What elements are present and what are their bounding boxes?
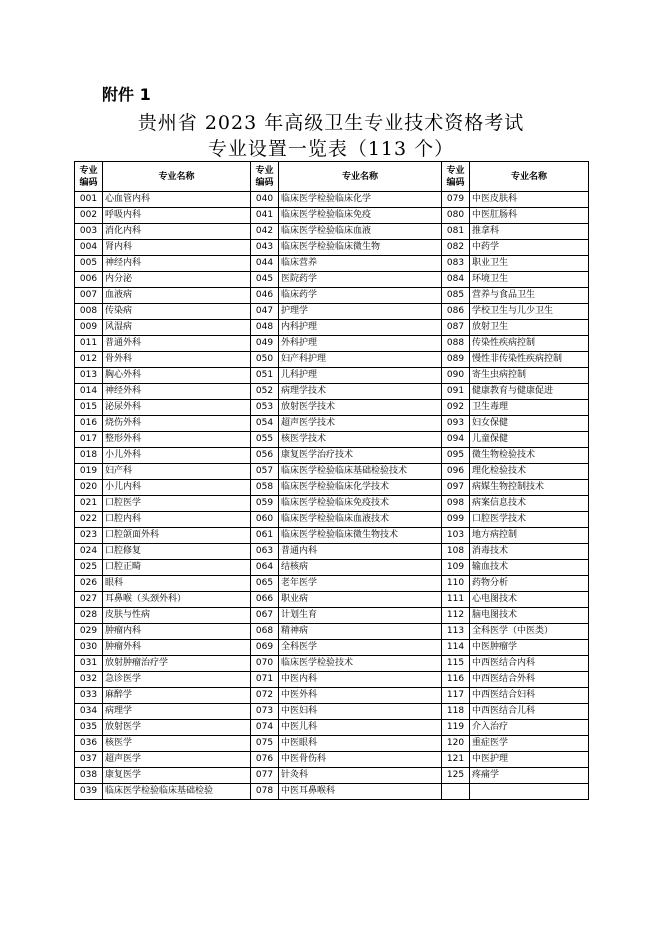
specialty-name: 中医眼科 xyxy=(279,736,442,752)
header-code: 专业 编码 xyxy=(251,162,279,192)
specialty-name: 营养与食品卫生 xyxy=(470,288,589,304)
specialty-name: 肾内科 xyxy=(103,240,251,256)
specialty-name: 计划生育 xyxy=(279,608,442,624)
table-row xyxy=(75,320,589,336)
specialty-name: 临床医学检验临床基础检验 xyxy=(103,784,251,800)
specialty-code: 044 xyxy=(251,256,279,272)
specialty-name: 老年医学 xyxy=(279,576,442,592)
table-row xyxy=(75,400,589,416)
table-header-row xyxy=(75,162,589,192)
specialty-name: 职业卫生 xyxy=(470,256,589,272)
specialty-code: 015 xyxy=(75,400,103,416)
specialty-name: 寄生虫病控制 xyxy=(470,368,589,384)
specialty-name: 眼科 xyxy=(103,576,251,592)
specialty-name: 病媒生物控制技术 xyxy=(470,480,589,496)
specialty-name: 输血技术 xyxy=(470,560,589,576)
specialty-code: 048 xyxy=(251,320,279,336)
table-row xyxy=(75,592,589,608)
specialty-name: 心电图技术 xyxy=(470,592,589,608)
specialty-code: 017 xyxy=(75,432,103,448)
specialty-code: 066 xyxy=(251,592,279,608)
table-row xyxy=(75,192,589,208)
specialty-code: 080 xyxy=(442,208,470,224)
specialty-code: 116 xyxy=(442,672,470,688)
table-row xyxy=(75,288,589,304)
table-row xyxy=(75,752,589,768)
table-row xyxy=(75,432,589,448)
specialty-name: 妇女保健 xyxy=(470,416,589,432)
specialty-name: 内分泌 xyxy=(103,272,251,288)
attachment-label: 附件 1 xyxy=(102,85,151,104)
specialty-code: 097 xyxy=(442,480,470,496)
document-title-line1: 贵州省 2023 年高级卫生专业技术资格考试 xyxy=(137,112,525,134)
specialty-name: 口腔修复 xyxy=(103,544,251,560)
specialty-name: 胸心外科 xyxy=(103,368,251,384)
specialty-code: 047 xyxy=(251,304,279,320)
specialty-name: 中西医结合妇科 xyxy=(470,688,589,704)
specialty-code: 094 xyxy=(442,432,470,448)
specialty-name: 中医肿瘤学 xyxy=(470,640,589,656)
specialty-code: 036 xyxy=(75,736,103,752)
specialty-code: 012 xyxy=(75,352,103,368)
specialty-code: 078 xyxy=(251,784,279,800)
specialty-code: 069 xyxy=(251,640,279,656)
specialty-code: 063 xyxy=(251,544,279,560)
specialty-code: 084 xyxy=(442,272,470,288)
table-row xyxy=(75,768,589,784)
specialty-name: 临床医学检验临床化学 xyxy=(279,192,442,208)
table-row xyxy=(75,384,589,400)
specialty-name: 临床医学检验临床免疫技术 xyxy=(279,496,442,512)
table-row xyxy=(75,608,589,624)
specialty-code: 087 xyxy=(442,320,470,336)
specialty-name: 小儿外科 xyxy=(103,448,251,464)
table-row xyxy=(75,528,589,544)
specialty-name: 超声医学 xyxy=(103,752,251,768)
specialty-name: 放射医学技术 xyxy=(279,400,442,416)
specialty-name: 内科护理 xyxy=(279,320,442,336)
header-name: 专业名称 xyxy=(103,162,251,192)
specialty-name: 烧伤外科 xyxy=(103,416,251,432)
specialty-table xyxy=(74,161,589,800)
specialty-name: 中医儿科 xyxy=(279,720,442,736)
table-row xyxy=(75,480,589,496)
specialty-name: 推拿科 xyxy=(470,224,589,240)
specialty-code: 083 xyxy=(442,256,470,272)
specialty-name: 核医学技术 xyxy=(279,432,442,448)
specialty-code: 058 xyxy=(251,480,279,496)
specialty-code: 082 xyxy=(442,240,470,256)
specialty-name: 皮肤与性病 xyxy=(103,608,251,624)
specialty-code: 074 xyxy=(251,720,279,736)
specialty-code: 112 xyxy=(442,608,470,624)
specialty-code: 072 xyxy=(251,688,279,704)
specialty-code: 079 xyxy=(442,192,470,208)
specialty-code: 096 xyxy=(442,464,470,480)
table-row xyxy=(75,640,589,656)
specialty-code: 006 xyxy=(75,272,103,288)
specialty-code: 013 xyxy=(75,368,103,384)
specialty-name: 急诊医学 xyxy=(103,672,251,688)
document-title-line2: 专业设置一览表（113 个） xyxy=(207,138,455,160)
specialty-code xyxy=(442,784,470,800)
specialty-code: 089 xyxy=(442,352,470,368)
specialty-code: 119 xyxy=(442,720,470,736)
specialty-name: 精神病 xyxy=(279,624,442,640)
specialty-code: 037 xyxy=(75,752,103,768)
specialty-name: 全科医学 xyxy=(279,640,442,656)
header-name: 专业名称 xyxy=(279,162,442,192)
specialty-code: 077 xyxy=(251,768,279,784)
table-row xyxy=(75,304,589,320)
table-row xyxy=(75,656,589,672)
specialty-code: 061 xyxy=(251,528,279,544)
specialty-name: 重症医学 xyxy=(470,736,589,752)
specialty-code: 095 xyxy=(442,448,470,464)
specialty-name: 风湿病 xyxy=(103,320,251,336)
specialty-name: 中医内科 xyxy=(279,672,442,688)
specialty-name: 微生物检验技术 xyxy=(470,448,589,464)
specialty-code: 050 xyxy=(251,352,279,368)
specialty-name: 学校卫生与儿少卫生 xyxy=(470,304,589,320)
table-row xyxy=(75,704,589,720)
specialty-name: 口腔颌面外科 xyxy=(103,528,251,544)
table-row xyxy=(75,688,589,704)
specialty-code: 068 xyxy=(251,624,279,640)
specialty-name: 药物分析 xyxy=(470,576,589,592)
specialty-code: 098 xyxy=(442,496,470,512)
specialty-code: 056 xyxy=(251,448,279,464)
specialty-name: 临床医学检验临床基础检验技术 xyxy=(279,464,442,480)
specialty-name: 中医皮肤科 xyxy=(470,192,589,208)
specialty-name: 超声医学技术 xyxy=(279,416,442,432)
specialty-code: 120 xyxy=(442,736,470,752)
specialty-code: 065 xyxy=(251,576,279,592)
specialty-code: 043 xyxy=(251,240,279,256)
specialty-code: 118 xyxy=(442,704,470,720)
header-code: 专业 编码 xyxy=(442,162,470,192)
specialty-name: 介入治疗 xyxy=(470,720,589,736)
specialty-code: 110 xyxy=(442,576,470,592)
specialty-code: 067 xyxy=(251,608,279,624)
header-code: 专业 编码 xyxy=(75,162,103,192)
specialty-code: 023 xyxy=(75,528,103,544)
specialty-code: 055 xyxy=(251,432,279,448)
specialty-name: 病理学技术 xyxy=(279,384,442,400)
specialty-name: 神经外科 xyxy=(103,384,251,400)
specialty-code: 076 xyxy=(251,752,279,768)
specialty-code: 070 xyxy=(251,656,279,672)
table-row xyxy=(75,544,589,560)
specialty-name: 妇产科护理 xyxy=(279,352,442,368)
specialty-code: 003 xyxy=(75,224,103,240)
specialty-code: 014 xyxy=(75,384,103,400)
specialty-code: 026 xyxy=(75,576,103,592)
specialty-code: 121 xyxy=(442,752,470,768)
specialty-code: 115 xyxy=(442,656,470,672)
table-row xyxy=(75,720,589,736)
specialty-name: 口腔医学技术 xyxy=(470,512,589,528)
table-row xyxy=(75,352,589,368)
specialty-name: 疼痛学 xyxy=(470,768,589,784)
specialty-name: 口腔正畸 xyxy=(103,560,251,576)
table-row xyxy=(75,736,589,752)
table-row xyxy=(75,576,589,592)
specialty-name: 临床医学检验临床微生物技术 xyxy=(279,528,442,544)
specialty-code: 054 xyxy=(251,416,279,432)
specialty-code: 117 xyxy=(442,688,470,704)
specialty-name: 传染病 xyxy=(103,304,251,320)
specialty-name: 临床医学检验临床化学技术 xyxy=(279,480,442,496)
specialty-name: 小儿内科 xyxy=(103,480,251,496)
specialty-code: 007 xyxy=(75,288,103,304)
table-row xyxy=(75,624,589,640)
specialty-name: 中医外科 xyxy=(279,688,442,704)
table-row xyxy=(75,336,589,352)
specialty-name: 职业病 xyxy=(279,592,442,608)
specialty-code: 030 xyxy=(75,640,103,656)
specialty-code: 052 xyxy=(251,384,279,400)
specialty-name: 全科医学（中医类） xyxy=(470,624,589,640)
specialty-name: 口腔医学 xyxy=(103,496,251,512)
specialty-code: 086 xyxy=(442,304,470,320)
specialty-code: 088 xyxy=(442,336,470,352)
specialty-name: 整形外科 xyxy=(103,432,251,448)
specialty-name: 中西医结合内科 xyxy=(470,656,589,672)
specialty-name: 口腔内科 xyxy=(103,512,251,528)
specialty-code: 040 xyxy=(251,192,279,208)
specialty-code: 024 xyxy=(75,544,103,560)
specialty-code: 041 xyxy=(251,208,279,224)
specialty-code: 059 xyxy=(251,496,279,512)
specialty-code: 028 xyxy=(75,608,103,624)
table-row xyxy=(75,224,589,240)
specialty-name: 临床医学检验技术 xyxy=(279,656,442,672)
specialty-code: 019 xyxy=(75,464,103,480)
specialty-code: 001 xyxy=(75,192,103,208)
specialty-code: 053 xyxy=(251,400,279,416)
specialty-name: 放射肿瘤治疗学 xyxy=(103,656,251,672)
table-row xyxy=(75,208,589,224)
specialty-name: 中西医结合儿科 xyxy=(470,704,589,720)
table-row xyxy=(75,672,589,688)
specialty-code: 081 xyxy=(442,224,470,240)
specialty-name: 针灸科 xyxy=(279,768,442,784)
specialty-code: 005 xyxy=(75,256,103,272)
specialty-code: 025 xyxy=(75,560,103,576)
specialty-code: 034 xyxy=(75,704,103,720)
specialty-code: 114 xyxy=(442,640,470,656)
specialty-name: 血液病 xyxy=(103,288,251,304)
specialty-name: 神经内科 xyxy=(103,256,251,272)
specialty-name: 慢性非传染性疾病控制 xyxy=(470,352,589,368)
specialty-name: 肿瘤内科 xyxy=(103,624,251,640)
specialty-code: 060 xyxy=(251,512,279,528)
specialty-name: 医院药学 xyxy=(279,272,442,288)
specialty-name: 中医耳鼻喉科 xyxy=(279,784,442,800)
specialty-name: 儿童保健 xyxy=(470,432,589,448)
specialty-name: 放射医学 xyxy=(103,720,251,736)
specialty-name: 妇产科 xyxy=(103,464,251,480)
specialty-code: 038 xyxy=(75,768,103,784)
specialty-code: 093 xyxy=(442,416,470,432)
specialty-name: 肿瘤外科 xyxy=(103,640,251,656)
specialty-name: 消化内科 xyxy=(103,224,251,240)
specialty-code: 071 xyxy=(251,672,279,688)
specialty-code: 099 xyxy=(442,512,470,528)
specialty-name: 临床营养 xyxy=(279,256,442,272)
table-row xyxy=(75,272,589,288)
specialty-name: 环境卫生 xyxy=(470,272,589,288)
specialty-name: 临床医学检验临床微生物 xyxy=(279,240,442,256)
table-row xyxy=(75,784,589,800)
specialty-name: 骨外科 xyxy=(103,352,251,368)
specialty-name: 中西医结合外科 xyxy=(470,672,589,688)
specialty-name: 中药学 xyxy=(470,240,589,256)
specialty-name: 传染性疾病控制 xyxy=(470,336,589,352)
specialty-name: 泌尿外科 xyxy=(103,400,251,416)
specialty-code: 057 xyxy=(251,464,279,480)
specialty-name: 临床医学检验临床血液技术 xyxy=(279,512,442,528)
specialty-code: 029 xyxy=(75,624,103,640)
specialty-name: 病案信息技术 xyxy=(470,496,589,512)
specialty-code: 090 xyxy=(442,368,470,384)
specialty-name: 普通外科 xyxy=(103,336,251,352)
table-row xyxy=(75,560,589,576)
specialty-name: 脑电图技术 xyxy=(470,608,589,624)
specialty-code: 004 xyxy=(75,240,103,256)
specialty-code: 032 xyxy=(75,672,103,688)
specialty-name: 临床药学 xyxy=(279,288,442,304)
specialty-name: 消毒技术 xyxy=(470,544,589,560)
specialty-code: 109 xyxy=(442,560,470,576)
specialty-code: 091 xyxy=(442,384,470,400)
specialty-name: 护理学 xyxy=(279,304,442,320)
table-row xyxy=(75,368,589,384)
specialty-name: 中医肛肠科 xyxy=(470,208,589,224)
table-row xyxy=(75,416,589,432)
specialty-code: 031 xyxy=(75,656,103,672)
specialty-code: 039 xyxy=(75,784,103,800)
specialty-name xyxy=(470,784,589,800)
table-row xyxy=(75,256,589,272)
specialty-code: 042 xyxy=(251,224,279,240)
specialty-code: 073 xyxy=(251,704,279,720)
specialty-name: 康复医学治疗技术 xyxy=(279,448,442,464)
specialty-code: 045 xyxy=(251,272,279,288)
table-row xyxy=(75,240,589,256)
specialty-code: 049 xyxy=(251,336,279,352)
specialty-name: 理化检验技术 xyxy=(470,464,589,480)
specialty-code: 092 xyxy=(442,400,470,416)
specialty-name: 麻醉学 xyxy=(103,688,251,704)
specialty-code: 085 xyxy=(442,288,470,304)
specialty-code: 018 xyxy=(75,448,103,464)
specialty-name: 临床医学检验临床免疫 xyxy=(279,208,442,224)
specialty-name: 结核病 xyxy=(279,560,442,576)
specialty-name: 康复医学 xyxy=(103,768,251,784)
header-name: 专业名称 xyxy=(470,162,589,192)
specialty-name: 临床医学检验临床血液 xyxy=(279,224,442,240)
specialty-name: 中医妇科 xyxy=(279,704,442,720)
specialty-code: 002 xyxy=(75,208,103,224)
table-row xyxy=(75,448,589,464)
table-row xyxy=(75,496,589,512)
specialty-code: 103 xyxy=(442,528,470,544)
specialty-code: 064 xyxy=(251,560,279,576)
specialty-name: 心血管内科 xyxy=(103,192,251,208)
specialty-name: 放射卫生 xyxy=(470,320,589,336)
specialty-code: 035 xyxy=(75,720,103,736)
specialty-code: 125 xyxy=(442,768,470,784)
specialty-code: 046 xyxy=(251,288,279,304)
specialty-name: 中医护理 xyxy=(470,752,589,768)
specialty-name: 健康教育与健康促进 xyxy=(470,384,589,400)
specialty-code: 051 xyxy=(251,368,279,384)
specialty-name: 外科护理 xyxy=(279,336,442,352)
specialty-code: 011 xyxy=(75,336,103,352)
table-row xyxy=(75,464,589,480)
specialty-name: 普通内科 xyxy=(279,544,442,560)
specialty-name: 耳鼻喉（头颈外科） xyxy=(103,592,251,608)
specialty-code: 016 xyxy=(75,416,103,432)
table-row xyxy=(75,512,589,528)
specialty-name: 地方病控制 xyxy=(470,528,589,544)
specialty-name: 儿科护理 xyxy=(279,368,442,384)
specialty-code: 033 xyxy=(75,688,103,704)
specialty-code: 021 xyxy=(75,496,103,512)
specialty-name: 呼吸内科 xyxy=(103,208,251,224)
specialty-code: 075 xyxy=(251,736,279,752)
specialty-code: 009 xyxy=(75,320,103,336)
specialty-name: 卫生毒理 xyxy=(470,400,589,416)
specialty-name: 中医骨伤科 xyxy=(279,752,442,768)
specialty-name: 核医学 xyxy=(103,736,251,752)
specialty-name: 病理学 xyxy=(103,704,251,720)
specialty-code: 111 xyxy=(442,592,470,608)
specialty-code: 108 xyxy=(442,544,470,560)
specialty-code: 027 xyxy=(75,592,103,608)
specialty-code: 113 xyxy=(442,624,470,640)
specialty-code: 020 xyxy=(75,480,103,496)
specialty-code: 022 xyxy=(75,512,103,528)
specialty-code: 008 xyxy=(75,304,103,320)
